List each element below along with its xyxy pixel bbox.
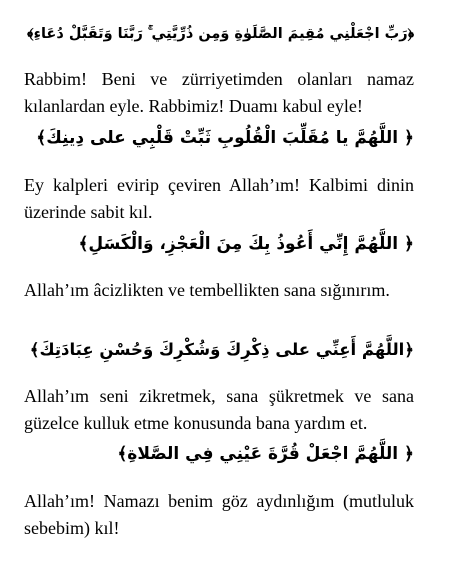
turkish-translation-3: Allah’ım âcizlikten ve tembellikten sana sığınırım.	[24, 280, 390, 300]
arabic-prayer-3: ﴿ اللَّهُمَّ إِنِّي أَعُوذُ بِكَ مِنَ الْعَجْزِ، وَالْكَسَلِ﴾	[78, 234, 414, 254]
turkish-translation-5: Allah’ım! Namazı benim göz aydınlığım (mutluluk sebebim) kıl!	[24, 491, 414, 538]
arabic-prayer-4: ﴿اللَّهُمَّ أَعِنِّي على ذِكْرِكَ وَشُكْرِكَ وَحُسْنِ عِبَادَتِكَ﴾	[29, 340, 414, 359]
arabic-prayer-2: ﴿ اللَّهُمَّ يا مُقَلِّبَ الْقُلُوبِ ثَبِّتْ قَلْبِي على دِينِكَ﴾	[36, 128, 414, 148]
turkish-translation-4: Allah’ım seni zikretmek, sana şükretmek ve sana güzelce kulluk etme konusunda bana yardım et.	[24, 386, 414, 433]
turkish-translation-2: Ey kalpleri evirip çeviren Allah’ım! Kalbimi dinin üzerinde sabit kıl.	[24, 175, 414, 222]
arabic-prayer-5: ﴿ اللَّهُمَّ اجْعَلْ قُرَّةَ عَيْنِي فِي الصَّلاةِ﴾	[117, 444, 414, 464]
arabic-prayer-1: ﴿رَبِّ اجْعَلْنِي مُقِيمَ الصَّلَوٰةِ وَمِن ذُرِّيَّتِي ۚ رَبَّنَا وَتَقَبَّلْ دُعَاءِ﴾	[27, 26, 414, 42]
turkish-translation-1: Rabbim! Beni ve zürriyetimden olanları namaz kılanlardan eyle. Rabbimiz! Duamı kabul eyle!	[24, 69, 414, 116]
